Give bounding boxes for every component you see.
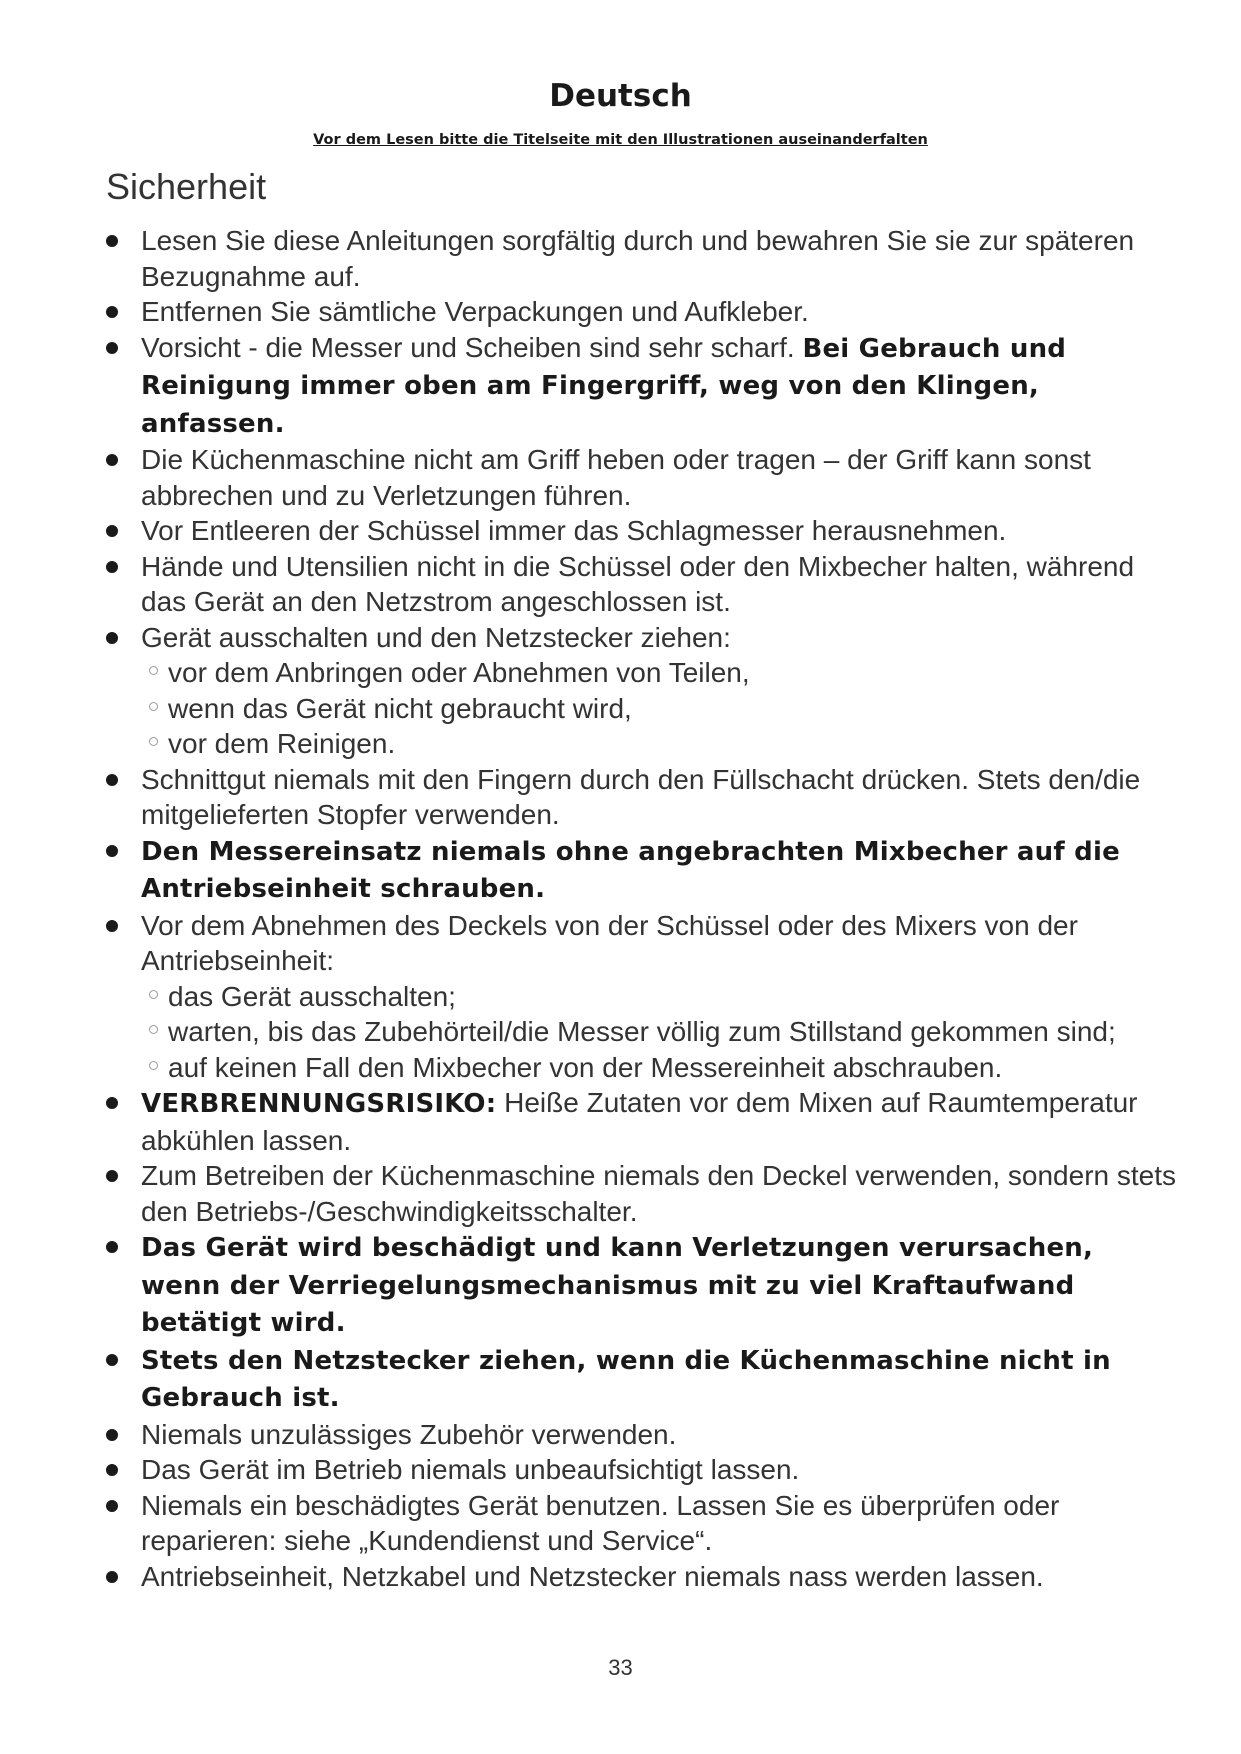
item-text: Gerät ausschalten und den Netzstecker ziehen: [141,621,731,653]
safety-item [0,1342,1241,1417]
safety-item [0,908,1241,1086]
sub-item-text: vor dem Anbringen oder Abnehmen von Teilen, [168,657,750,688]
sub-item [135,979,1181,1015]
bullet-icon [106,920,118,932]
item-warning-text: Bei Gebrauch und Reinigung immer oben am Fingergriff, weg von den Klingen, anfassen. [141,333,1067,439]
safety-list [0,223,1241,1594]
safety-item [0,620,1241,762]
bullet-icon [106,845,118,857]
item-text: Zum Betreiben der Küchenmaschine niemals den Deckel verwenden, sondern stets den Betriebs-/Geschwindigkeitsschalter. [141,1160,1177,1227]
safety-item [0,1417,1241,1453]
safety-item [0,833,1241,908]
item-text: Vor Entleeren der Schüssel immer das Schlagmesser herausnehmen. [141,515,1007,546]
bullet-icon [106,525,118,537]
sub-item [135,726,1181,762]
sub-item [135,691,1181,727]
sub-item [135,1050,1181,1086]
safety-item [0,1229,1241,1342]
bullet-icon [106,1464,118,1476]
bullet-icon [106,1354,118,1366]
safety-item [0,549,1241,620]
item-warning-label: VERBRENNUNGSRISIKO: [141,1089,497,1119]
item-text: Heiße Zutaten vor dem Mixen auf Raumtemperatur abkühlen lassen. [141,1087,1138,1156]
bullet-icon [106,342,118,354]
bullet-icon [106,454,118,466]
item-text: Antriebseinheit, Netzkabel und Netzstecker niemals nass werden lassen. [141,1560,1044,1592]
sub-item-text: warten, bis das Zubehörteil/die Messer völlig zum Stillstand gekommen sind; [168,1016,1116,1047]
safety-item [0,330,1241,443]
sub-item [135,655,1181,691]
page-number: 33 [608,1655,633,1680]
item-text: Entfernen Sie sämtliche Verpackungen und Aufkleber. [141,296,809,327]
safety-item [0,1488,1241,1559]
bullet-icon [106,1500,118,1512]
bullet-icon [106,1170,118,1182]
safety-item [0,513,1241,549]
sub-item-text: das Gerät ausschalten; [168,980,456,1012]
safety-item [0,442,1241,513]
bullet-icon [106,1571,118,1583]
sub-item-text: vor dem Reinigen. [168,728,396,759]
sub-item [135,1014,1181,1050]
circle-bullet-icon [149,702,158,711]
circle-bullet-icon [149,1025,158,1034]
bullet-icon [106,1241,118,1253]
circle-bullet-icon [149,990,158,999]
safety-item [0,1085,1241,1158]
item-text: Hände und Utensilien nicht in die Schüssel oder den Mixbecher halten, während das Gerät an den Netzstrom angeschlossen ist. [141,550,1135,617]
item-text: Schnittgut niemals mit den Fingern durch den Füllschacht drücken. Stets den/die mitgelieferten Stopfer verwenden. [141,763,1141,830]
safety-item [0,1559,1241,1595]
language-heading: Deutsch [549,78,692,114]
item-text: Das Gerät im Betrieb niemals unbeaufsichtigt lassen. [141,1454,800,1485]
sub-list [141,979,1181,1086]
item-text: Lesen Sie diese Anleitungen sorgfältig durch und bewahren Sie sie zur späteren Bezugnahme auf. [141,225,1135,292]
item-text: Vor dem Abnehmen des Deckels von der Schüssel oder des Mixers von der Antriebseinheit: [141,909,1078,976]
section-title: Sicherheit [106,166,267,207]
sub-list [141,655,1181,762]
bullet-icon [106,774,118,786]
item-warning-text: Den Messereinsatz niemals ohne angebrachten Mixbecher auf die Antriebseinheit schrauben. [141,836,1120,904]
bullet-icon [106,235,118,247]
safety-item [0,223,1241,294]
sub-item-text: auf keinen Fall den Mixbecher von der Messereinheit abschrauben. [168,1051,1003,1083]
circle-bullet-icon [149,737,158,746]
safety-item [0,1452,1241,1488]
bullet-icon [106,632,118,644]
circle-bullet-icon [149,1061,158,1070]
sub-item-text: wenn das Gerät nicht gebraucht wird, [168,692,632,724]
unfold-instruction-note: Vor dem Lesen bitte die Titelseite mit den Illustrationen auseinanderfalten [313,132,928,148]
bullet-icon [106,306,118,318]
bullet-icon [106,1429,118,1441]
item-text: Niemals ein beschädigtes Gerät benutzen. Lassen Sie es überprüfen oder reparieren: siehe „Kundendienst und Service“. [141,1489,1060,1556]
circle-bullet-icon [149,666,158,675]
bullet-icon [106,1097,118,1109]
item-text: Niemals unzulässiges Zubehör verwenden. [141,1418,677,1450]
item-warning-text: Das Gerät wird beschädigt und kann Verletzungen verursachen, wenn der Verriegelungsmechanismus mit zu viel Kraftaufwand betätigt wird. [141,1233,1094,1338]
safety-item [0,1158,1241,1229]
safety-item [0,762,1241,833]
item-text: Vorsicht - die Messer und Scheiben sind sehr scharf. [141,331,803,363]
safety-item [0,294,1241,330]
item-text: Die Küchenmaschine nicht am Griff heben oder tragen – der Griff kann sonst abbrechen und zu Verletzungen führen. [141,444,1091,511]
item-warning-text: Stets den Netzstecker ziehen, wenn die Küchenmaschine nicht in Gebrauch ist. [141,1345,1111,1413]
bullet-icon [106,561,118,573]
